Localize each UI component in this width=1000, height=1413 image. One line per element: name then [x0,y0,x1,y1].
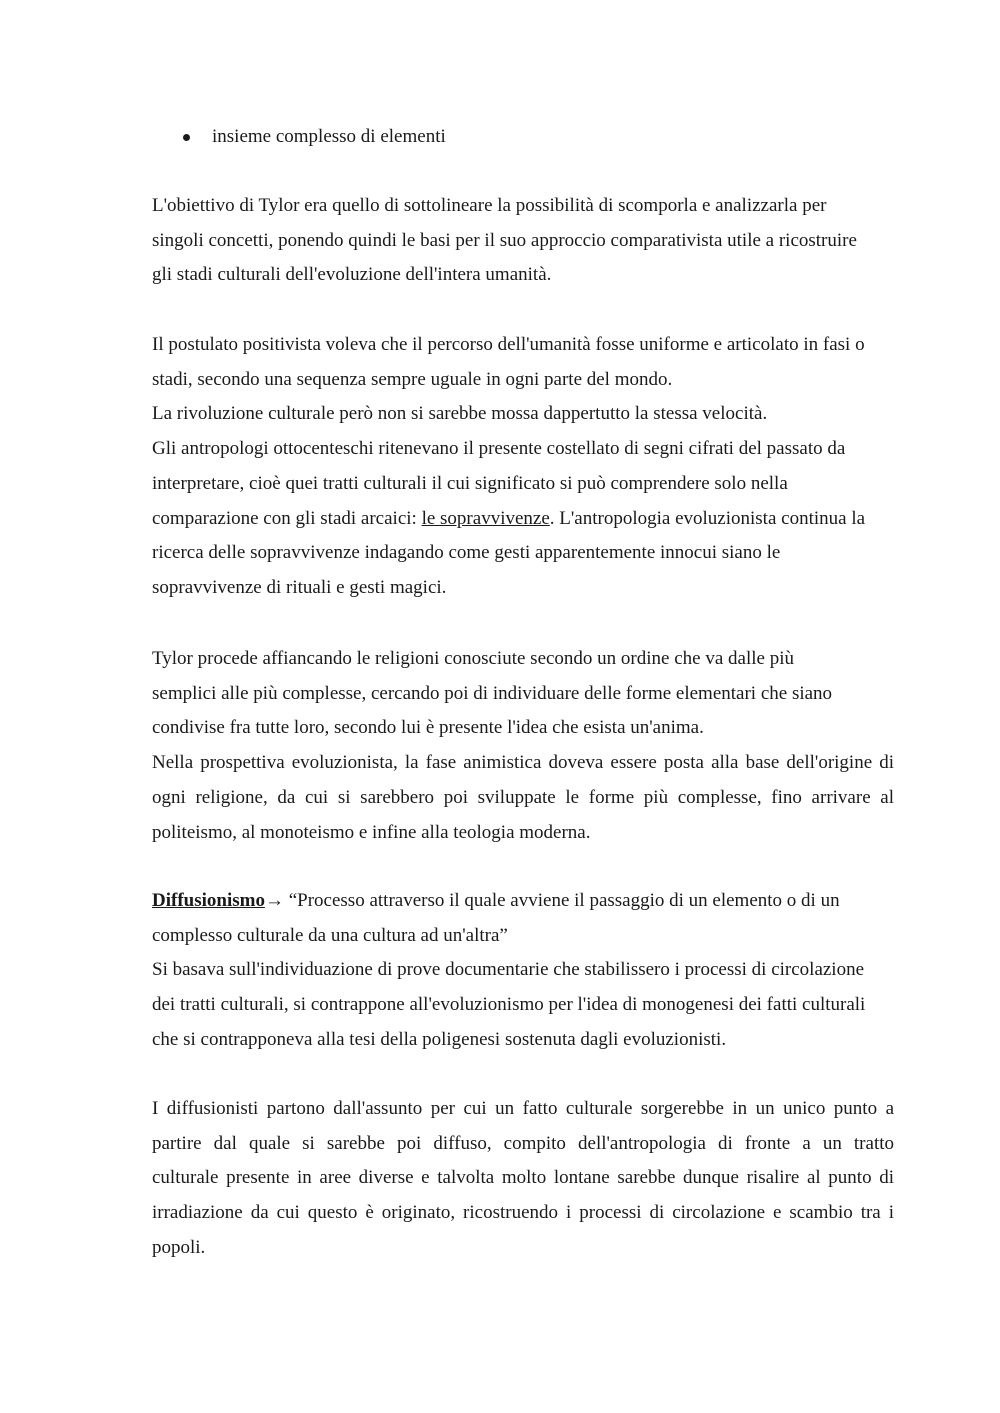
bullet-item [0,120,1000,154]
text-segment: comparazione con gli stadi arcaici: [152,507,422,529]
paragraph-tylor-religions [152,642,894,850]
bullet-text: insieme complesso di elementi [212,126,446,147]
text-line: Si basava sull'individuazione di prove documentarie che stabilissero i processi di circolazione [152,959,865,981]
text-line: semplici alle più complesse, cercando poi di individuare delle forme elementari che siano [152,682,833,704]
text-segment: “Processo attraverso il quale avviene il passaggio di un elemento o di un [283,890,840,911]
text-line: partire dal quale si sarebbe poi diffuso, compito dell'antropologia di fronte a un tratto [152,1132,894,1154]
term-diffusionismo: Diffusionismo [152,890,265,911]
text-line: complesso culturale da una cultura ad un'altra” [152,924,508,946]
text-line: singoli concetti, ponendo quindi le basi per il suo approccio comparativista utile a ricostruire [152,229,857,251]
text-line: L'obiettivo di Tylor era quello di sottolineare la possibilità di scomporla e analizzarla per [152,195,827,216]
text-line [152,884,894,919]
text-line: sopravvivenze di rituali e gesti magici. [152,576,447,598]
paragraph-positivist-postulate [152,328,894,606]
text-line: Tylor procede affiancando le religioni conosciute secondo un ordine che va dalle più [152,648,794,669]
text-line: Il postulato positivista voleva che il percorso dell'umanità fosse uniforme e articolato in fasi o [152,334,865,355]
text-line: ogni religione, da cui si sarebbero poi sviluppate le forme più complesse, fino arrivare al [152,786,894,808]
text-line: culturale presente in aree diverse e talvolta molto lontane sarebbe dunque risalire al punto di [152,1167,894,1189]
bullet-icon [183,134,190,141]
text-line: dei tratti culturali, si contrappone all'evoluzionismo per l'idea di monogenesi dei fatti culturali [152,994,866,1016]
text-line: La rivoluzione culturale però non si sarebbe mossa dappertutto la stessa velocità. [152,403,768,425]
text-line: I diffusionisti partono dall'assunto per cui un fatto culturale sorgerebbe in un unico punto a [152,1098,894,1119]
text-line: irradiazione da cui questo è originato, ricostruendo i processi di circolazione e scambio tra i [152,1202,894,1224]
arrow-icon: → [264,890,284,911]
text-line [152,502,894,537]
text-segment: . L'antropologia evoluzionista continua la [549,507,866,529]
paragraph-diffusionists [152,1092,894,1266]
text-line: Gli antropologi ottocenteschi ritenevano il presente costellato di segni cifrati del passato da [152,438,846,460]
text-line: condivise fra tutte loro, secondo lui è presente l'idea che esista un'anima. [152,717,704,739]
text-line: stadi, secondo una sequenza sempre uguale in ogni parte del mondo. [152,368,673,390]
paragraph-tylor-objective [152,189,894,293]
text-line: che si contrapponeva alla tesi della poligenesi sostenuta dagli evoluzionisti. [152,1028,727,1050]
text-line: interpretare, cioè quei tratti culturali il cui significato si può comprendere solo nella [152,472,788,494]
text-line: Nella prospettiva evoluzionista, la fase animistica doveva essere posta alla base dell'origine di [152,752,894,774]
text-line: ricerca delle sopravvivenze indagando come gesti apparentemente innocui siano le [152,542,781,564]
text-line: politeismo, al monoteismo e infine alla teologia moderna. [152,821,591,843]
underlined-term-sopravvivenze: le sopravvivenze [421,507,550,529]
text-line: popoli. [152,1236,206,1258]
text-line: gli stadi culturali dell'evoluzione dell'intera umanità. [152,264,552,286]
paragraph-diffusionismo [152,884,894,1058]
